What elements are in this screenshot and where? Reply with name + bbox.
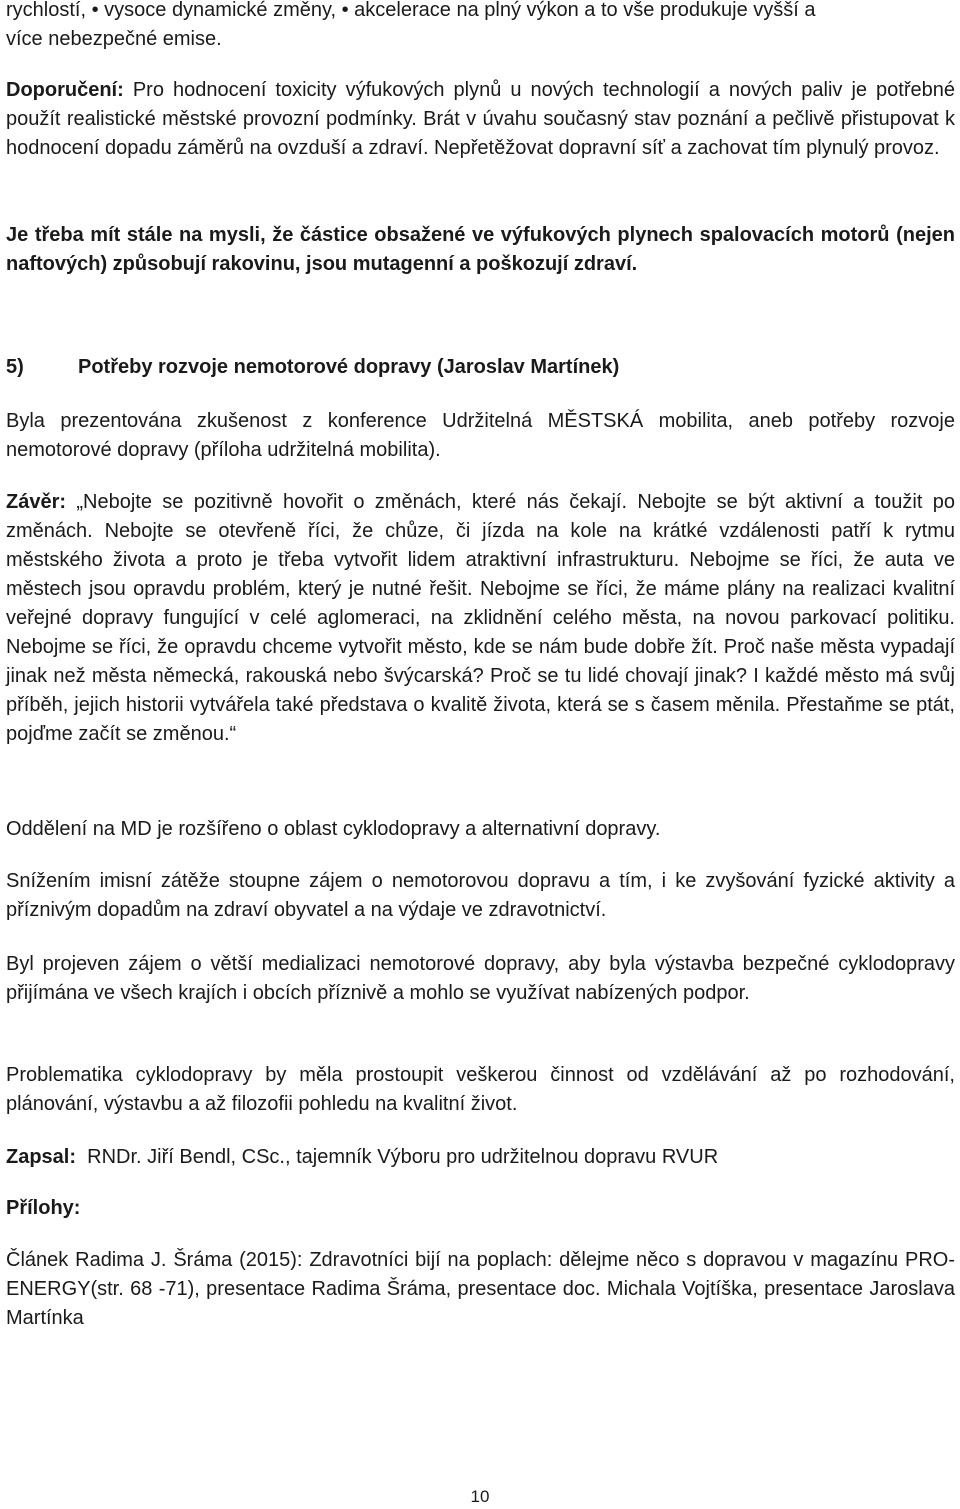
zapsal-label: Zapsal:	[6, 1146, 77, 1168]
prilohy-text: Článek Radima J. Šráma (2015): Zdravotníci bijí na poplach: dělejme něco s dopravou v magazínu PRO-ENERGY(str. 68 -71), presentace Radima Šráma, presentace doc. Michala Vojtíška, presentace Jaroslava Martínka	[6, 1249, 955, 1329]
paragraph-bold-warning: Je třeba mít stále na mysli, že částice obsažené ve výfukových plynech spalovacích motorů (nejen naftových) způsobují rakovinu, jsou mutagenní a poškozují zdraví.	[6, 224, 955, 275]
page-number: 10	[470, 1487, 490, 1506]
paragraph-projeven: Byl projeven zájem o větší medializaci nemotorové dopravy, aby byla výstavba bezpečné cyklodopravy přijímána ve všech krajích i obcích příznivě a mohlo se využívat nabízených podpor.	[6, 953, 955, 1004]
section-title: Potřeby rozvoje nemotorové dopravy (Jaroslav Martínek)	[78, 356, 620, 378]
paragraph-doporuceni	[6, 76, 955, 163]
zapsal-text: RNDr. Jiří Bendl, CSc., tajemník Výboru pro udržitelnou dopravu RVUR	[87, 1146, 719, 1168]
zapsal-line	[6, 1143, 955, 1172]
section-5-heading	[6, 353, 619, 382]
doporuceni-text: Pro hodnocení toxicity výfukových plynů u nových technologií a nových paliv je potřebné použít realistické městské provozní podmínky. Brát v úvahu současný stav poznání a pečlivě přistupovat k hodnocení dopadu záměrů na ovzduší a zdraví. Nepřetěžovat dopravní síť a zachovat tím plynulý provoz.	[6, 79, 955, 159]
zaver-label: Závěr:	[6, 491, 67, 513]
paragraph-oddeleni: Oddělení na MD je rozšířeno o oblast cyklodopravy a alternativní dopravy.	[6, 818, 661, 840]
doporuceni-label: Doporučení:	[6, 79, 124, 101]
paragraph-problematika: Problematika cyklodopravy by měla prostoupit veškerou činnost od vzdělávání až po rozhodování, plánování, výstavbu a až filozofii pohledu na kvalitní život.	[6, 1064, 955, 1115]
paragraph-emissions-continuation	[6, 0, 955, 54]
section-number: 5)	[6, 356, 24, 378]
paragraph-zaver	[6, 488, 955, 749]
prilohy-label: Přílohy:	[6, 1197, 81, 1219]
line-2: více nebezpečné emise.	[6, 28, 222, 50]
paragraph-prezentovana: Byla prezentována zkušenost z konference Udržitelná MĚSTSKÁ mobilita, aneb potřeby rozvoje nemotorové dopravy (příloha udržitelná mobilita).	[6, 410, 955, 461]
zaver-text: „Nebojte se pozitivně hovořit o změnách, které nás čekají. Nebojte se být aktivní a toužit po změnách. Nebojte se otevřeně říci, že chůze, či jízda na kole na krátké vzdálenosti patří k rytmu městského života a proto je třeba vytvořit lidem atraktivní infrastrukturu. Nebojme se říci, že auta ve městech jsou opravdu problém, který je nutné řešit. Nebojme se říci, že máme plány na realizaci kvalitní veřejné dopravy fungující v celé aglomeraci, na zklidnění celého města, na novou parkovací politiku. Nebojme se říci, že opravdu chceme vytvořit město, kde se nám bude dobře žít. Proč naše města vypadají jinak než města německá, rakouská nebo švýcarská? Proč se tu lidé chovají jinak? I každé město má svůj příběh, jejich historii vytvářela také představa o kvalitě života, která se s časem měnila. Přestaňme se ptát, pojďme začít se změnou.“	[6, 491, 955, 745]
line-1: rychlostí, • vysoce dynamické změny, • akcelerace na plný výkon a to vše produkuje vyšší a	[6, 0, 816, 21]
paragraph-snizenim: Snížením imisní zátěže stoupne zájem o nemotorovou dopravu a tím, i ke zvyšování fyzické aktivity a příznivým dopadům na zdraví obyvatel a na výdaje ve zdravotnictví.	[6, 870, 955, 921]
